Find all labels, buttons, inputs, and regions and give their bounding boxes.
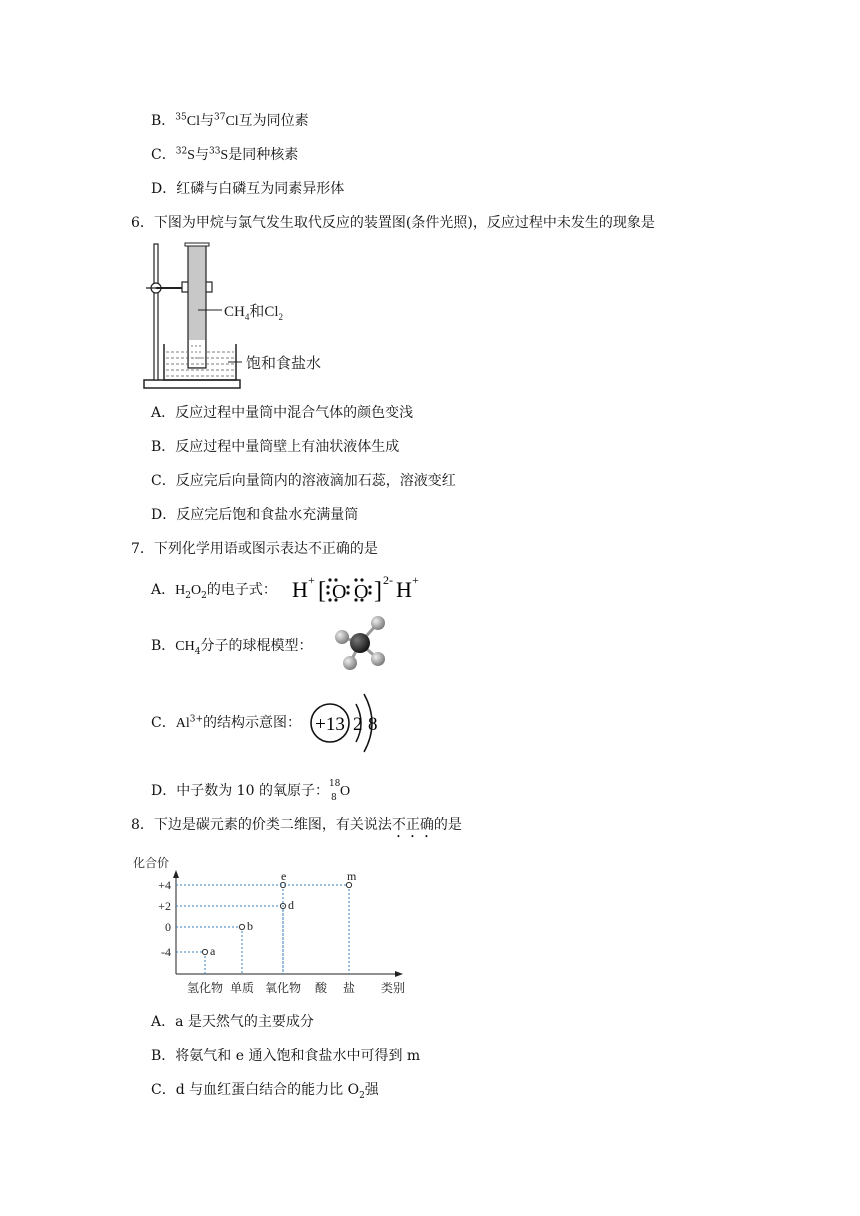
point-label: d <box>288 898 294 912</box>
mass-number: 32 <box>175 146 188 157</box>
x-axis-label: 类别 <box>381 981 406 995</box>
charge-plus: + <box>308 573 315 587</box>
option-text: C．d 与血红蛋白结合的能力比 O <box>151 1082 360 1098</box>
option-text: 中子数为 10 的氧原子： <box>176 783 329 799</box>
ch4-ball-stick-model <box>330 613 392 675</box>
hydrogen-atom <box>343 656 357 670</box>
connector-text: 与 <box>199 113 214 129</box>
option-text: 互为同位素 <box>238 113 309 129</box>
option-text: 的结构示意图： <box>203 715 301 731</box>
q7-option-d <box>151 781 350 802</box>
element-symbol: O <box>339 784 351 799</box>
subscript: 2 <box>185 590 191 601</box>
x-tick-label: 氧化物 <box>264 981 302 995</box>
option-label: C． <box>151 147 176 163</box>
element-symbol: S <box>220 148 229 163</box>
shell-electron-count: 2 <box>353 714 363 735</box>
x-tick-label: 单质 <box>229 981 255 995</box>
option-label: C． <box>151 715 176 731</box>
x-tick-label: 盐 <box>342 981 356 995</box>
formula: H <box>175 583 186 598</box>
q7-option-b <box>151 636 312 657</box>
q5-option-d <box>151 179 344 199</box>
option-label: B． <box>151 113 176 129</box>
stand-base <box>144 380 240 388</box>
mass-number: 18 <box>328 779 341 789</box>
oxygen-symbol: O <box>354 581 369 603</box>
q6-option-c: C．反应完后向量筒内的溶液滴加石蕊，溶液变红 <box>151 473 456 489</box>
x-axis-arrow <box>395 971 403 977</box>
stem-text: 8．下边是碳元素的价类二维图，有关说法 <box>131 817 392 833</box>
shell-electron-count: 8 <box>368 714 378 735</box>
hydrogen-symbol: H <box>292 577 308 602</box>
option-text: 的电子式： <box>206 582 277 598</box>
q6-stem: 6．下图为甲烷与氯气发生取代反应的装置图(条件光照)，反应过程中未发生的现象是 <box>131 215 655 231</box>
q7-option-a <box>151 580 277 601</box>
nuclide-notation <box>328 779 341 803</box>
point-label: b <box>247 919 253 933</box>
q8-option-c <box>151 1080 379 1100</box>
q7-option-c <box>151 713 301 734</box>
bracket-right: ] <box>374 578 382 604</box>
saltwater-label: 饱和食盐水 <box>246 356 322 372</box>
element-symbol: S <box>187 148 195 163</box>
connector-text: 与 <box>194 147 209 163</box>
y-tick-label: +4 <box>158 878 171 892</box>
y-tick-label: +2 <box>158 899 171 913</box>
point-label: e <box>281 869 287 883</box>
y-axis-arrow <box>173 870 179 878</box>
element-symbol: Cl <box>225 114 239 129</box>
option-text: 红磷与白磷互为同素异形体 <box>176 181 345 197</box>
ion-charge: 3+ <box>189 714 203 725</box>
y-tick-label: -4 <box>161 945 171 959</box>
mass-number: 37 <box>213 112 226 123</box>
q8-option-b: B．将氨气和 e 通入饱和食盐水中可得到 m <box>151 1048 421 1064</box>
bracket-left: [ <box>318 578 326 604</box>
stand-rod <box>154 244 158 380</box>
q8-stem <box>131 815 462 841</box>
option-label: A． <box>151 582 176 598</box>
oxygen-symbol: O <box>332 581 347 603</box>
formula: O <box>190 583 202 598</box>
nucleus-charge: +13 <box>315 714 345 735</box>
al3-structure-diagram <box>308 690 388 756</box>
ion-symbol: Al <box>175 716 190 731</box>
point-label: a <box>210 944 216 958</box>
carbon-atom <box>350 633 370 653</box>
mass-number: 33 <box>208 146 221 157</box>
option-label: B． <box>151 638 176 654</box>
element-symbol: Cl <box>186 114 200 129</box>
q7-stem: 7．下列化学用语或图示表达不正确的是 <box>131 541 378 557</box>
q5-option-c <box>151 145 298 166</box>
data-point-a <box>202 949 207 954</box>
charge-plus: + <box>412 573 419 587</box>
gas-label: $CH_4$和$Cl_2$ <box>224 304 284 322</box>
hydrogen-atom <box>371 652 385 666</box>
cylinder-liquid <box>189 340 205 367</box>
apparatus-figure <box>140 240 350 392</box>
emphasized-text: 不正确 <box>391 817 434 833</box>
y-axis-label: 化合价 <box>133 856 170 870</box>
stem-text: 的是 <box>433 817 462 833</box>
q5-option-b <box>151 111 309 132</box>
subscript: 4 <box>194 646 201 657</box>
charge-label: 2- <box>383 573 393 587</box>
h2o2-electron-formula <box>290 572 440 606</box>
q6-option-d: D．反应完后饱和食盐水充满量筒 <box>151 507 359 523</box>
option-label: D． <box>151 783 177 799</box>
x-tick-label: 酸 <box>314 981 328 995</box>
x-tick-label: 氢化物 <box>186 981 224 995</box>
option-text: 分子的球棍模型： <box>200 638 313 654</box>
hydrogen-atom <box>335 630 349 644</box>
data-point-m <box>346 882 351 887</box>
option-text: 强 <box>364 1082 379 1098</box>
hydrogen-atom <box>371 616 385 630</box>
q6-option-b: B．反应过程中量筒壁上有油状液体生成 <box>151 439 400 455</box>
subscript: 2 <box>201 590 207 601</box>
q6-option-a: A．反应过程中量筒中混合气体的颜色变浅 <box>151 405 414 421</box>
option-text: 是同种核素 <box>228 147 299 163</box>
q8-option-a: A．a 是天然气的主要成分 <box>151 1014 314 1030</box>
valence-category-chart <box>125 850 425 998</box>
formula: CH <box>175 639 195 654</box>
subscript: 2 <box>359 1090 365 1101</box>
hydrogen-symbol: H <box>396 577 412 602</box>
option-label: D． <box>151 181 177 197</box>
atomic-number: 8 <box>330 793 337 803</box>
point-label: m <box>347 869 357 883</box>
data-point-b <box>239 924 244 929</box>
y-tick-label: 0 <box>165 920 171 934</box>
mass-number: 35 <box>175 112 187 123</box>
